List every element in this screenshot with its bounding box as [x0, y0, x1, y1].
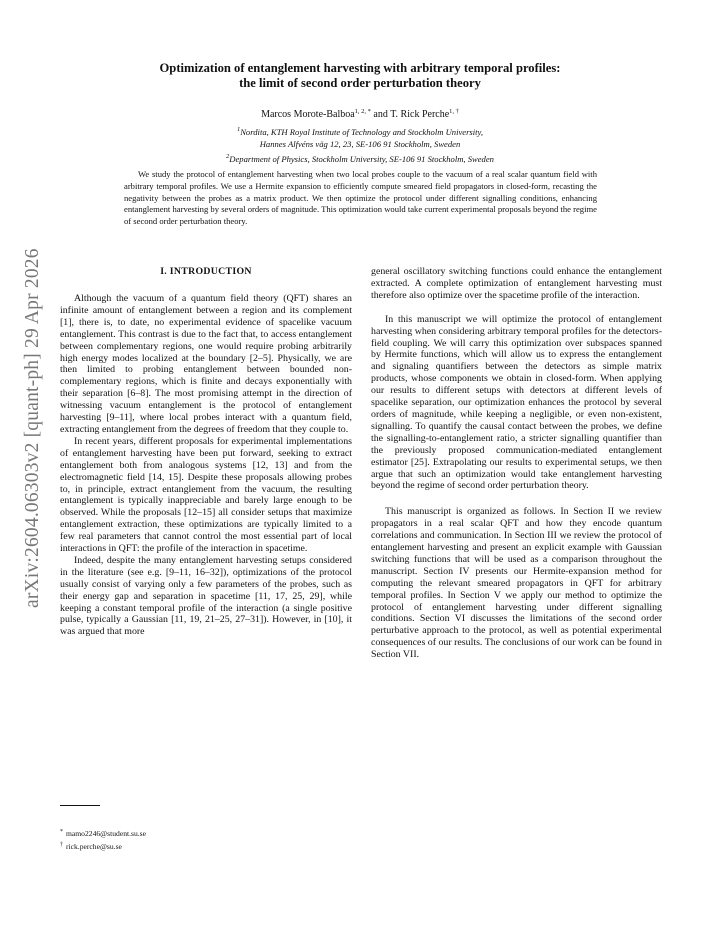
footnote [60, 840, 146, 853]
author-conjunction: and [370, 109, 391, 120]
affiliation-line [60, 138, 660, 150]
footnote [60, 827, 146, 840]
footnotes [60, 827, 146, 852]
footnote-email: mamo2246@student.su.se [66, 829, 146, 838]
paragraph: general oscillatory switching functions could enhance the entanglement extracted. A complete optimization of entanglement harvesting must therefore also optimize over the spacetime profile of the interaction. [371, 266, 662, 301]
abstract: We study the protocol of entanglement harvesting when two local probes couple to the vacuum of a real scalar quantum field with arbitrary temporal profiles. We use a Hermite expansion to efficiently compute smeared field propagators in closed-form, recasting the negativity between the probes as a matrix product. We then optimize the protocol under different signalling conditions, enhancing entanglement harvesting by several orders of magnitude. This optimization would take current experimental proposals beyond the regime of second order perturbation theory. [124, 169, 597, 227]
left-column [60, 266, 352, 638]
paper-title [60, 61, 660, 91]
author-name: Marcos Morote-Balboa [261, 109, 355, 120]
paragraph: In recent years, different proposals for experimental implementations of entanglement harvesting have been put forward, seeking to extract entanglement both from analogous systems [12, 13] and from the electromagnetic field [14, 15]. Despite these proposals allowing probes to, in principle, extract entanglement from the vacuum, the resulting entanglement is typically inappreciable and barely large enough to be observed. While the proposals [12–15] all consider setups that maximize entanglement extraction, these optimizations are typically limited to a few real parameters that cannot control the most essential part of local interactions in QFT: the profile of the interaction in spacetime. [60, 435, 352, 555]
title-line-1: Optimization of entanglement harvesting with arbitrary temporal profiles: [159, 61, 561, 75]
section-heading: I. INTRODUCTION [160, 266, 252, 277]
paragraph: Indeed, despite the many entanglement harvesting setups considered in the literature (see e.g. [9–11, 16–32]), optimizations of the protocol usually consist of varying only a few parameters of the probes, such as their energy gap and separation in spacetime [11, 17, 25, 29], while keeping a constant temporal profile of the interaction (a single positive pulse, typically a Gaussian [11, 19, 21–25, 27–31]). However, in [10], it was argued that more [60, 554, 352, 638]
arxiv-identifier-text: arXiv:2604.06303v2 [quant-ph] 29 Apr 2026 [22, 248, 43, 608]
author-affiliation-mark: 1, 2, * [354, 108, 371, 115]
affiliation-text: Department of Physics, Stockholm University, SE-106 91 Stockholm, Sweden [229, 153, 494, 164]
author-list [60, 108, 660, 120]
right-column [371, 266, 662, 661]
footnote-mark: † [60, 841, 63, 848]
left-body [60, 293, 352, 638]
paragraph: This manuscript is organized as follows. In Section II we review propagators in a real scalar QFT and how they encode quantum correlations and communication. In Section III we review the protocol of entanglement harvesting and present an explicit example with Gaussian switching functions that will be used as a comparison throughout the manuscript. Section IV presents our Hermite-expansion method for computing the relevant smeared propagators in QFT for arbitrary temporal profiles. In Section V we apply our method to optimize the protocol of entanglement harvesting under different signalling conditions. Section VI discusses the limitations of the second order perturbative approach to the protocol, as well as potential experimental consequences of our results. The conclusions of our work can be found in Section VII. [371, 506, 662, 661]
affiliation-text: Hannes Alfvéns väg 12, 23, SE-106 91 Stockholm, Sweden [259, 139, 461, 150]
paragraph: In this manuscript we will optimize the protocol of entanglement harvesting when considering arbitrary temporal profiles for the detectors-field coupling. We will carry this optimization over subspaces spanned by Hermite functions, which will allow us to express the entanglement and signaling quantifiers between the detectors as simple matrix products, whose components we obtain in closed-form. When applying our results to different setups with detectors at different levels of spacelike separation, our optimization enhances the protocol by several orders of magnitude, while keeping a negligible, or even non-existent, signalling. To quantify the causal contact between the probes, we define the signalling-to-entanglement ratio, a stricter signalling quantifier than the previously proposed communication-mediated entanglement estimator [25]. Extrapolating our results to experimental setups, we then argue that such an optimization would take entanglement harvesting beyond the regime of second order perturbation theory. [371, 313, 662, 492]
author-affiliation-mark: 1, † [449, 108, 459, 115]
footnote-email: rick.perche@su.se [66, 841, 122, 851]
title-line-2: the limit of second order perturbation theory [239, 76, 481, 90]
affiliation-mark: 1 [236, 126, 241, 133]
affiliation-text: Nordita, KTH Royal Institute of Technology and Stockholm University, [240, 127, 484, 137]
footnote-divider [60, 805, 100, 806]
affiliation-mark: 2 [226, 152, 230, 160]
affiliations [60, 124, 660, 165]
paragraph: Although the vacuum of a quantum field theory (QFT) shares an infinite amount of entanglement between a region and its complement [1], there is, to date, no experimental evidence of spacelike vacuum entanglement. This contrast is due to the fact that, to access entanglement between complementary regions, one would require probing arbitrarily high energy modes localized at the boundary [2–5]. Physically, we are then limited to probing entanglement between bounded non-complementary regions, which is finite and decays exponentially with their separation [6–8]. The most promising attempt in the direction of witnessing vacuum entanglement is the protocol of entanglement harvesting [9–11], where local probes interact with a quantum field, extracting entanglement from the degrees of freedom that they couple to. [60, 293, 352, 435]
author-name: T. Rick Perche [390, 109, 450, 120]
affiliation-line [60, 124, 660, 138]
affiliation-line [60, 151, 660, 165]
footnote-mark: * [60, 829, 63, 835]
